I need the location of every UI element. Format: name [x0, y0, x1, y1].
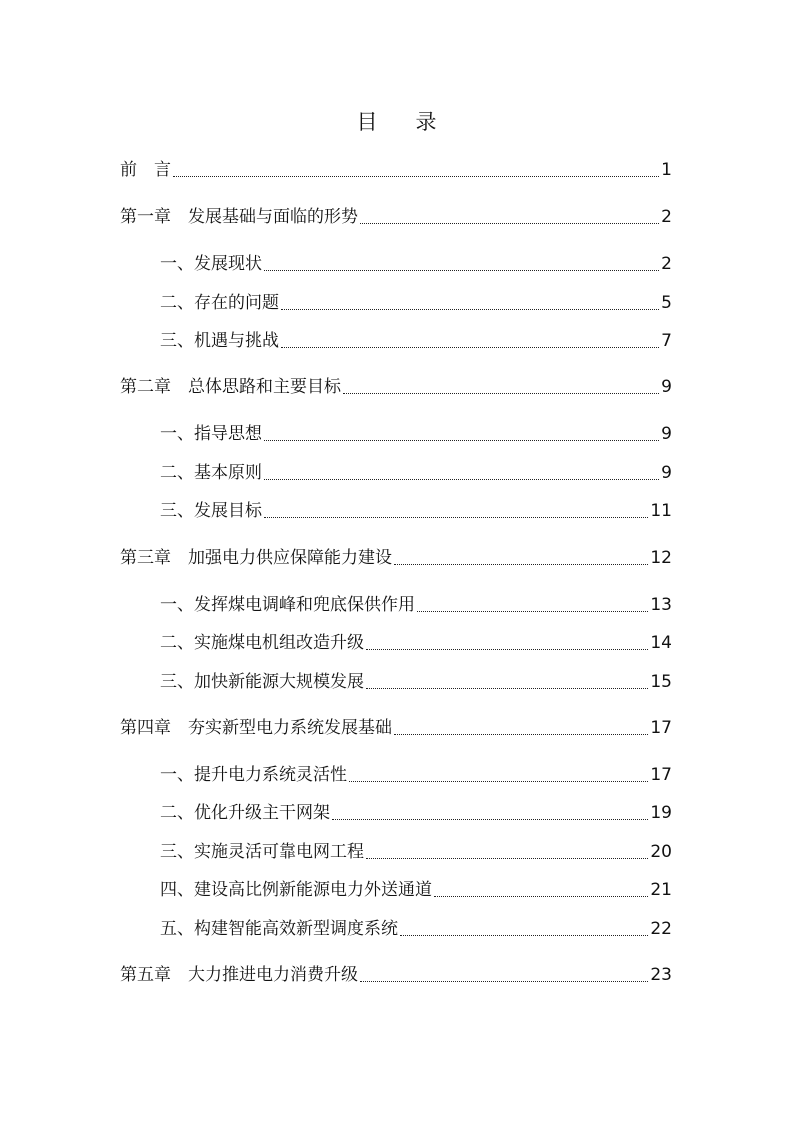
toc-entry[interactable] [120, 543, 672, 569]
toc-entry[interactable] [120, 155, 672, 181]
dot-leader [332, 819, 648, 820]
toc-page-number: 9 [661, 463, 672, 483]
toc-page-number: 17 [650, 765, 672, 785]
toc-page-number: 2 [661, 207, 672, 227]
toc-entry-label: 五、构建智能高效新型调度系统 [160, 919, 398, 939]
toc-entry[interactable] [160, 458, 672, 484]
dot-leader [264, 270, 659, 271]
dot-leader [394, 564, 648, 565]
dot-leader [281, 347, 659, 348]
toc-entry-label: 二、实施煤电机组改造升级 [160, 633, 364, 653]
toc-entry[interactable] [120, 372, 672, 398]
dot-leader [366, 858, 648, 859]
toc-entry[interactable] [120, 713, 672, 739]
toc-entry-label: 一、指导思想 [160, 424, 262, 444]
toc-entry[interactable] [160, 326, 672, 352]
toc-page-number: 15 [650, 672, 672, 692]
toc-page-number: 20 [650, 842, 672, 862]
toc-entry-label: 第三章 加强电力供应保障能力建设 [120, 548, 392, 568]
toc-page-number: 12 [650, 548, 672, 568]
dot-leader [343, 393, 659, 394]
toc-entry-label: 前 言 [120, 160, 171, 180]
toc-page-number: 11 [650, 501, 672, 521]
title-char-1: 目 [356, 110, 378, 134]
toc-entry-label: 第四章 夯实新型电力系统发展基础 [120, 718, 392, 738]
toc-page-number: 14 [650, 633, 672, 653]
toc-entry-label: 一、发展现状 [160, 254, 262, 274]
dot-leader [360, 223, 659, 224]
toc-entry[interactable] [160, 628, 672, 654]
toc-entry-label: 二、基本原则 [160, 463, 262, 483]
toc-entry-label: 三、加快新能源大规模发展 [160, 672, 364, 692]
toc-page-number: 1 [661, 160, 672, 180]
dot-leader [394, 734, 648, 735]
toc-entry[interactable] [160, 419, 672, 445]
toc-entry-label: 四、建设高比例新能源电力外送通道 [160, 880, 432, 900]
toc-page-number: 19 [650, 803, 672, 823]
toc-page-number: 5 [661, 293, 672, 313]
toc-entry[interactable] [120, 202, 672, 228]
toc-entry[interactable] [160, 667, 672, 693]
toc-entry-label: 三、实施灵活可靠电网工程 [160, 842, 364, 862]
dot-leader [434, 896, 648, 897]
toc-entry[interactable] [160, 288, 672, 314]
toc-page-number: 21 [650, 880, 672, 900]
toc-entry[interactable] [160, 590, 672, 616]
toc-entry[interactable] [160, 798, 672, 824]
toc-entry-label: 二、存在的问题 [160, 293, 279, 313]
toc-entry[interactable] [160, 760, 672, 786]
toc-entry-label: 二、优化升级主干网架 [160, 803, 330, 823]
toc-entry-label: 第二章 总体思路和主要目标 [120, 377, 341, 397]
toc-page-number: 23 [650, 965, 672, 985]
toc-entry-label: 三、机遇与挑战 [160, 331, 279, 351]
toc-entry-label: 第五章 大力推进电力消费升级 [120, 965, 358, 985]
toc-page-number: 17 [650, 718, 672, 738]
toc-entry[interactable] [160, 875, 672, 901]
dot-leader [366, 649, 648, 650]
toc-page-number: 13 [650, 595, 672, 615]
toc-entry[interactable] [120, 960, 672, 986]
toc-page-number: 9 [661, 377, 672, 397]
dot-leader [349, 781, 648, 782]
dot-leader [264, 479, 659, 480]
title-char-2: 录 [415, 110, 437, 134]
dot-leader [417, 611, 648, 612]
toc-page-number: 9 [661, 424, 672, 444]
toc-entry[interactable] [160, 496, 672, 522]
dot-leader [400, 935, 648, 936]
toc-entry-label: 一、发挥煤电调峰和兜底保供作用 [160, 595, 415, 615]
dot-leader [281, 309, 659, 310]
toc-page-number: 7 [661, 331, 672, 351]
toc-entry-label: 第一章 发展基础与面临的形势 [120, 207, 358, 227]
toc-entry-label: 三、发展目标 [160, 501, 262, 521]
toc-entry[interactable] [160, 914, 672, 940]
dot-leader [360, 981, 648, 982]
toc-page-number: 2 [661, 254, 672, 274]
dot-leader [173, 176, 659, 177]
toc-entry[interactable] [160, 249, 672, 275]
dot-leader [264, 517, 648, 518]
dot-leader [264, 440, 659, 441]
toc-entry-label: 一、提升电力系统灵活性 [160, 765, 347, 785]
toc-entry[interactable] [160, 837, 672, 863]
toc-page-number: 22 [650, 919, 672, 939]
dot-leader [366, 688, 648, 689]
